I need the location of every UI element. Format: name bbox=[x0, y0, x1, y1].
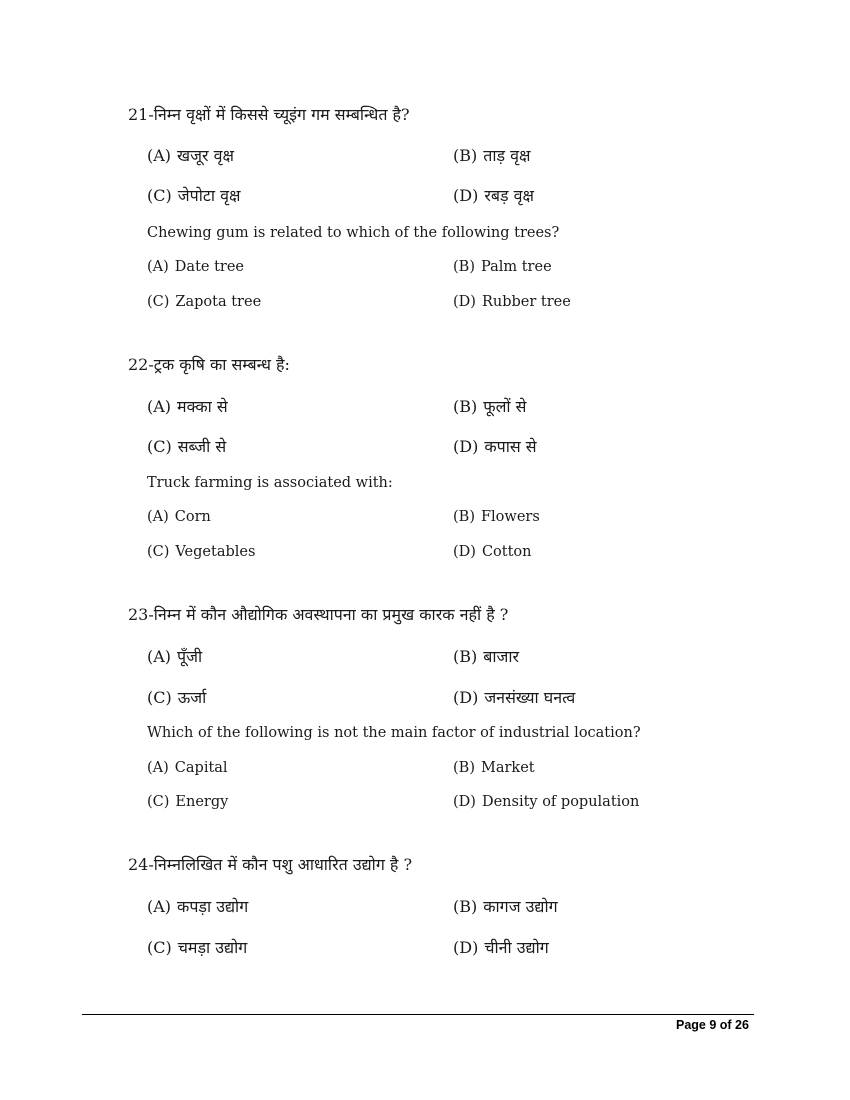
q24-hindi-option-b: (B) कागज उद्योग bbox=[453, 897, 558, 916]
q21-english-option-b: (B) Palm tree bbox=[453, 259, 552, 275]
q24-hindi-option-c: (C) चमड़ा उद्योग bbox=[147, 938, 248, 957]
question-23-english: Which of the following is not the main factor of industrial location? bbox=[147, 725, 641, 741]
q23-hindi-option-d: (D) जनसंख्या घनत्व bbox=[453, 688, 576, 707]
footer-divider bbox=[82, 1014, 754, 1015]
q22-hindi-option-a: (A) मक्का से bbox=[147, 397, 228, 416]
q23-english-option-b: (B) Market bbox=[453, 760, 535, 776]
q21-english-option-d: (D) Rubber tree bbox=[453, 294, 571, 310]
q21-hindi-option-d: (D) रबड़ वृक्ष bbox=[453, 186, 535, 205]
q24-hindi-option-a: (A) कपड़ा उद्योग bbox=[147, 897, 249, 916]
q21-english-option-a: (A) Date tree bbox=[147, 259, 245, 275]
question-21-hindi: 21-निम्न वृक्षों में किससे च्यूइंग गम सम्बन्धित है? bbox=[128, 105, 410, 124]
q22-english-option-a: (A) Corn bbox=[147, 509, 211, 525]
q21-english-option-c: (C) Zapota tree bbox=[147, 294, 262, 310]
q22-hindi-option-b: (B) फूलों से bbox=[453, 397, 527, 416]
question-23-hindi: 23-निम्न में कौन औद्योगिक अवस्थापना का प्रमुख कारक नहीं है ? bbox=[128, 605, 509, 624]
q23-hindi-option-b: (B) बाजार bbox=[453, 647, 520, 666]
q23-hindi-option-a: (A) पूँजी bbox=[147, 647, 203, 666]
q22-hindi-option-c: (C) सब्जी से bbox=[147, 437, 227, 456]
q23-english-option-a: (A) Capital bbox=[147, 760, 228, 776]
question-21-english: Chewing gum is related to which of the following trees? bbox=[147, 225, 560, 241]
q22-english-option-b: (B) Flowers bbox=[453, 509, 540, 525]
q22-english-option-c: (C) Vegetables bbox=[147, 544, 256, 560]
question-22-english: Truck farming is associated with: bbox=[147, 475, 393, 491]
q23-hindi-option-c: (C) ऊर्जा bbox=[147, 688, 207, 707]
q21-hindi-option-b: (B) ताड़ वृक्ष bbox=[453, 146, 531, 165]
q22-english-option-d: (D) Cotton bbox=[453, 544, 532, 560]
page-number: Page 9 of 26 bbox=[676, 1018, 749, 1032]
q24-hindi-option-d: (D) चीनी उद्योग bbox=[453, 938, 549, 957]
q22-hindi-option-d: (D) कपास से bbox=[453, 437, 537, 456]
q23-english-option-c: (C) Energy bbox=[147, 794, 229, 810]
q21-hindi-option-a: (A) खजूर वृक्ष bbox=[147, 146, 235, 165]
question-22-hindi: 22-ट्रक कृषि का सम्बन्ध है: bbox=[128, 355, 290, 374]
q21-hindi-option-c: (C) जेपोटा वृक्ष bbox=[147, 186, 241, 205]
question-24-hindi: 24-निम्नलिखित में कौन पशु आधारित उद्योग है ? bbox=[128, 855, 413, 874]
q23-english-option-d: (D) Density of population bbox=[453, 794, 640, 810]
